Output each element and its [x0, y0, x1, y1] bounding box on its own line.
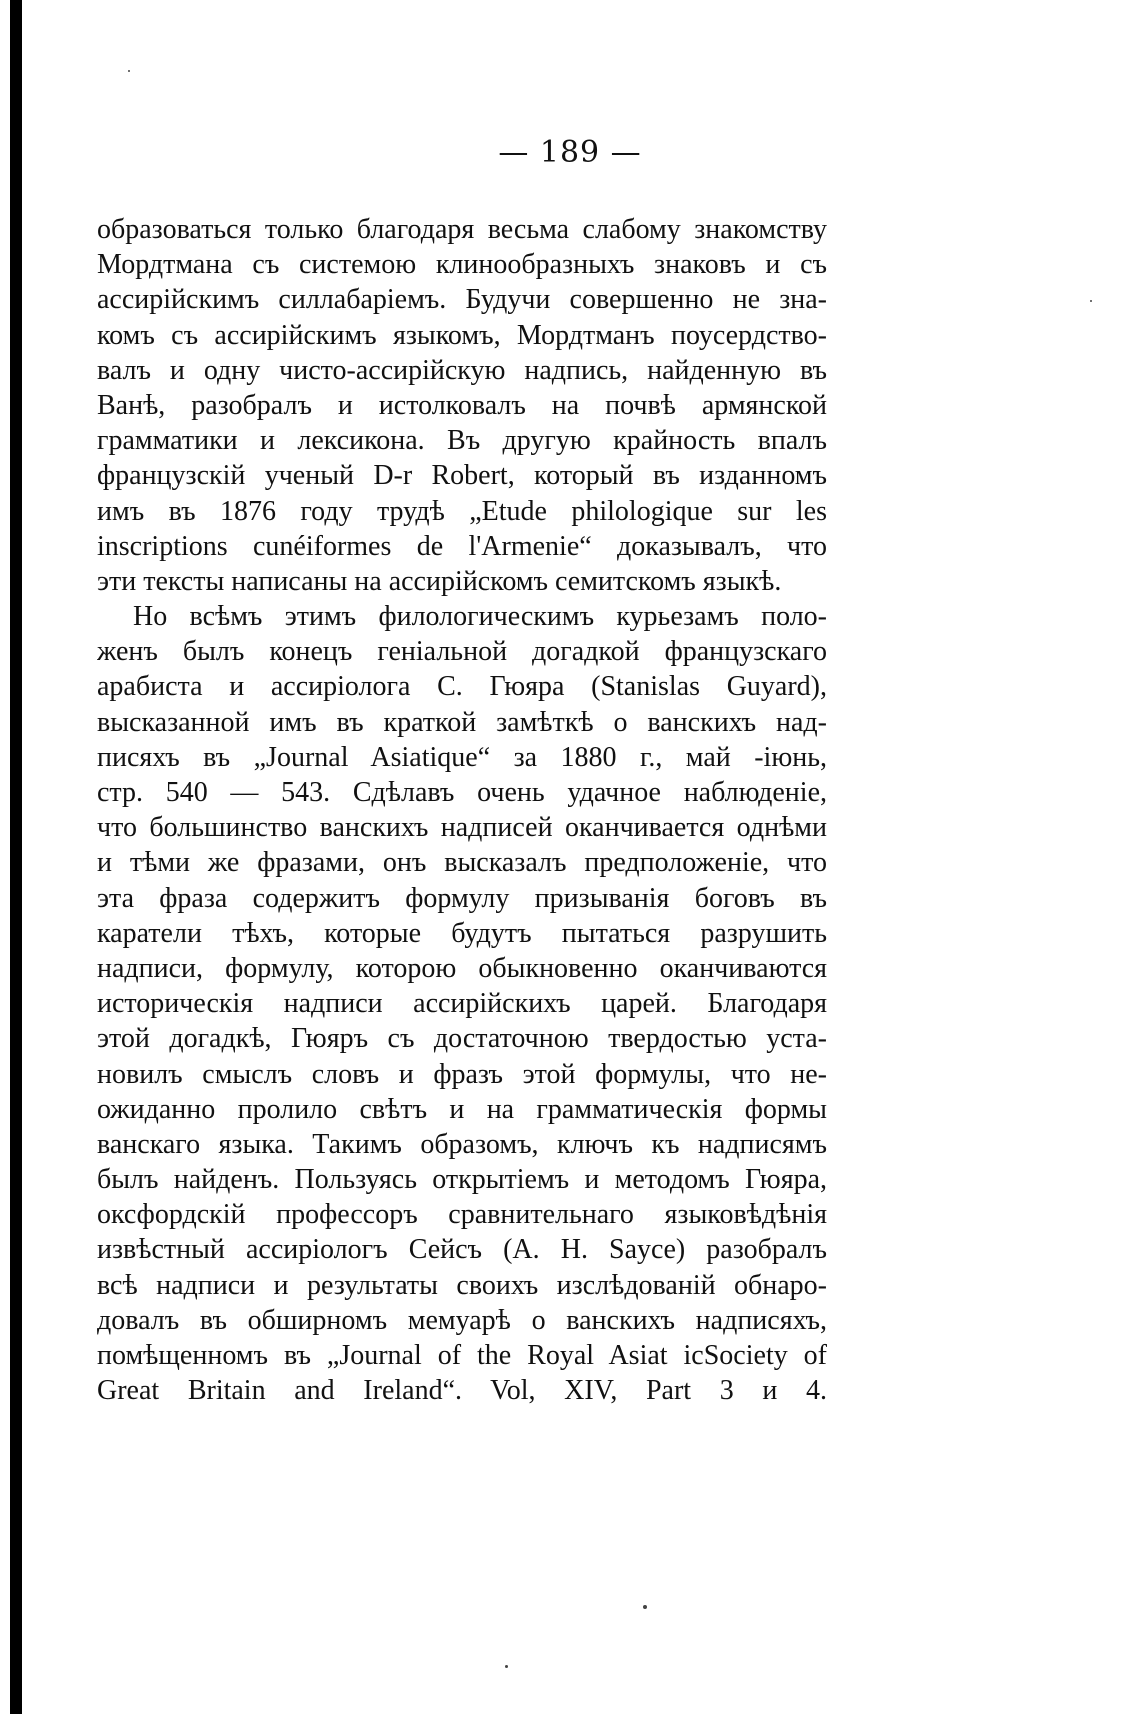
text-line: историческія надписи ассирійскихъ царей. Благодаря	[97, 988, 827, 1020]
scan-speck	[1090, 300, 1092, 302]
text-line: комъ съ ассирійскимъ языкомъ, Мордтманъ поусердство-	[97, 319, 827, 351]
text-line: извѣстный ассиріологъ Сейсъ (A. H. Sayce) разобралъ	[97, 1234, 827, 1266]
text-line: женъ былъ конецъ геніальной догадкой французскаго	[97, 636, 827, 668]
binding-edge	[10, 0, 22, 1714]
text-line: ожиданно пролило свѣтъ и на грамматическія формы	[97, 1093, 827, 1125]
body-text	[97, 212, 827, 1408]
text-line: писяхъ въ „Journal Asiatique“ за 1880 г., май -іюнь,	[97, 741, 827, 773]
text-line: былъ найденъ. Пользуясь открытіемъ и методомъ Гюяра,	[97, 1164, 827, 1196]
text-line: и тѣми же фразами, онъ высказалъ предположеніе, что	[97, 847, 827, 879]
text-line: ванскаго языка. Такимъ образомъ, ключъ къ надписямъ	[97, 1128, 827, 1160]
text-line: имъ въ 1876 году трудѣ „Etude philologique sur les	[97, 495, 827, 527]
paragraph-1	[97, 212, 827, 599]
text-line: французскій ученый D-r Robert, который въ изданномъ	[97, 460, 827, 492]
text-line: ассирійскимъ силлабаріемъ. Будучи совершенно не зна-	[97, 284, 827, 316]
text-line: Но всѣмъ этимъ филологическимъ курьезамъ поло-	[133, 601, 827, 633]
text-line: что большинство ванскихъ надписей оканчивается однѣми	[97, 812, 827, 844]
text-line: образоваться только благодаря весьма слабому знакомству	[97, 214, 827, 245]
text-line: стр. 540 — 543. Сдѣлавъ очень удачное наблюденіе,	[97, 777, 827, 808]
scan-speck	[643, 1605, 647, 1609]
scan-speck	[505, 1665, 508, 1668]
text-line: inscriptions cunéiformes de l'Armenie“ доказывалъ, что	[97, 530, 827, 562]
text-line: довалъ въ обширномъ мемуарѣ о ванскихъ надписяхъ,	[97, 1304, 827, 1336]
text-line: этой догадкѣ, Гюяръ съ достаточною твердостью уста-	[97, 1023, 827, 1055]
text-line: Ванѣ, разобралъ и истолковалъ на почвѣ армянской	[97, 389, 827, 421]
text-line: оксфордскій профессоръ сравнительнаго языковѣдѣнія	[97, 1199, 827, 1231]
text-line: высказанной имъ въ краткой замѣткѣ о ванскихъ над-	[97, 706, 827, 738]
text-line: помѣщенномъ въ „Journal of the Royal Asiat icSociety of	[97, 1340, 827, 1371]
text-line: надписи, формулу, которою обыкновенно оканчиваются	[97, 952, 827, 984]
text-line: новилъ смыслъ словъ и фразъ этой формулы, что не-	[97, 1058, 827, 1090]
text-line: каратели тѣхъ, которые будутъ пытаться разрушить	[97, 917, 827, 949]
text-line: эти тексты написаны на ассирійскомъ семитскомъ языкѣ.	[97, 565, 782, 597]
text-line: Мордтмана съ системою клинообразныхъ знаковъ и съ	[97, 249, 827, 281]
text-line: грамматики и лексикона. Въ другую крайность впалъ	[97, 425, 827, 457]
scan-speck	[128, 70, 130, 72]
text-line: эта фраза содержитъ формулу призыванія боговъ въ	[97, 882, 827, 914]
text-line: арабиста и ассиріолога С. Гюяра (Stanislas Guyard),	[97, 671, 827, 703]
text-line: валъ и одну чисто-ассирійскую надпись, найденную въ	[97, 354, 827, 386]
paragraph-2	[97, 599, 827, 1408]
page-number: — 189 —	[498, 135, 642, 170]
text-line: Great Britain and Ireland“. Vol, XIV, Part 3 и 4.	[97, 1375, 827, 1407]
text-line: всѣ надписи и результаты своихъ изслѣдованій обнаро-	[97, 1269, 827, 1301]
